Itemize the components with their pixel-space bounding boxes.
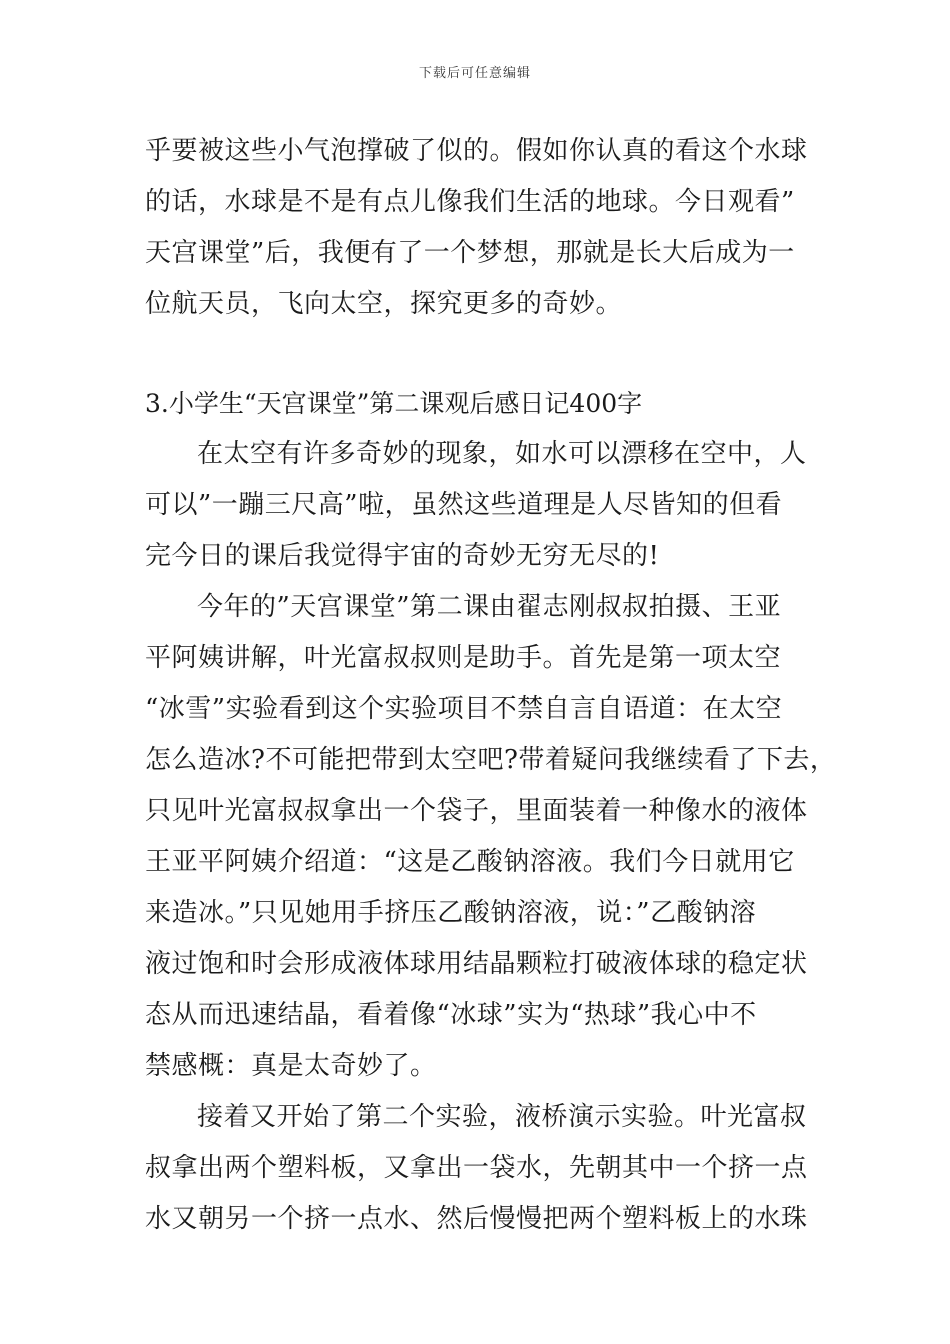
text-line: 水又朝另一个挤一点水、然后慢慢把两个塑料板上的水珠 [145,1204,808,1234]
text-line: 液过饱和时会形成液体球用结晶颗粒打破液体球的稳定状 [145,949,808,979]
paragraph-gap [145,330,815,378]
text-line: 今年的”天宫课堂”第二课由翟志刚叔叔拍摄、王亚 [197,592,782,622]
text-line: 平阿姨讲解，叶光富叔叔则是助手。首先是第一项太空 [145,643,782,673]
text-line: 态从而迅速结晶，看着像“冰球”实为“热球”我心中不 [145,1000,757,1030]
text-line: 可以”一蹦三尺高”啦，虽然这些道理是人尽皆知的但看 [145,490,783,520]
text-line: 天宫课堂”后，我便有了一个梦想，那就是长大后成为一 [145,238,795,268]
text-line: 在太空有许多奇妙的现象，如水可以漂移在空中，人 [197,439,807,469]
section-title: 3.小学生“天宫课堂”第二课观后感日记400字 [145,389,643,418]
text-line: 王亚平阿姨介绍道：“这是乙酸钠溶液。我们今日就用它 [145,847,795,877]
text-line: 来造冰。”只见她用手挤压乙酸钠溶液，说：”乙酸钠溶 [145,898,757,928]
document-body [145,126,837,1245]
text-line: 禁感概：真是太奇妙了。 [145,1051,437,1081]
text-line: 怎么造冰?不可能把带到太空吧?带着疑问我继续看了下去， [145,745,837,775]
text-line: “冰雪”实验看到这个实验项目不禁自言自语道：在太空 [145,694,783,724]
text-line: 的话，水球是不是有点儿像我们生活的地球。今日观看” [145,187,795,217]
text-line: 叔拿出两个塑料板，又拿出一袋水，先朝其中一个挤一点 [145,1153,808,1183]
text-line: 接着又开始了第二个实验，液桥演示实验。叶光富叔 [197,1102,807,1132]
page-header: 下载后可任意编辑 [418,66,531,81]
text-line: 只见叶光富叔叔拿出一个袋子，里面装着一种像水的液体 [145,796,808,826]
text-line: 位航天员，飞向太空，探究更多的奇妙。 [145,289,623,319]
text-line: 乎要被这些小气泡撑破了似的。假如你认真的看这个水球 [145,136,808,166]
text-line: 完今日的课后我觉得宇宙的奇妙无穷无尽的! [145,541,660,571]
